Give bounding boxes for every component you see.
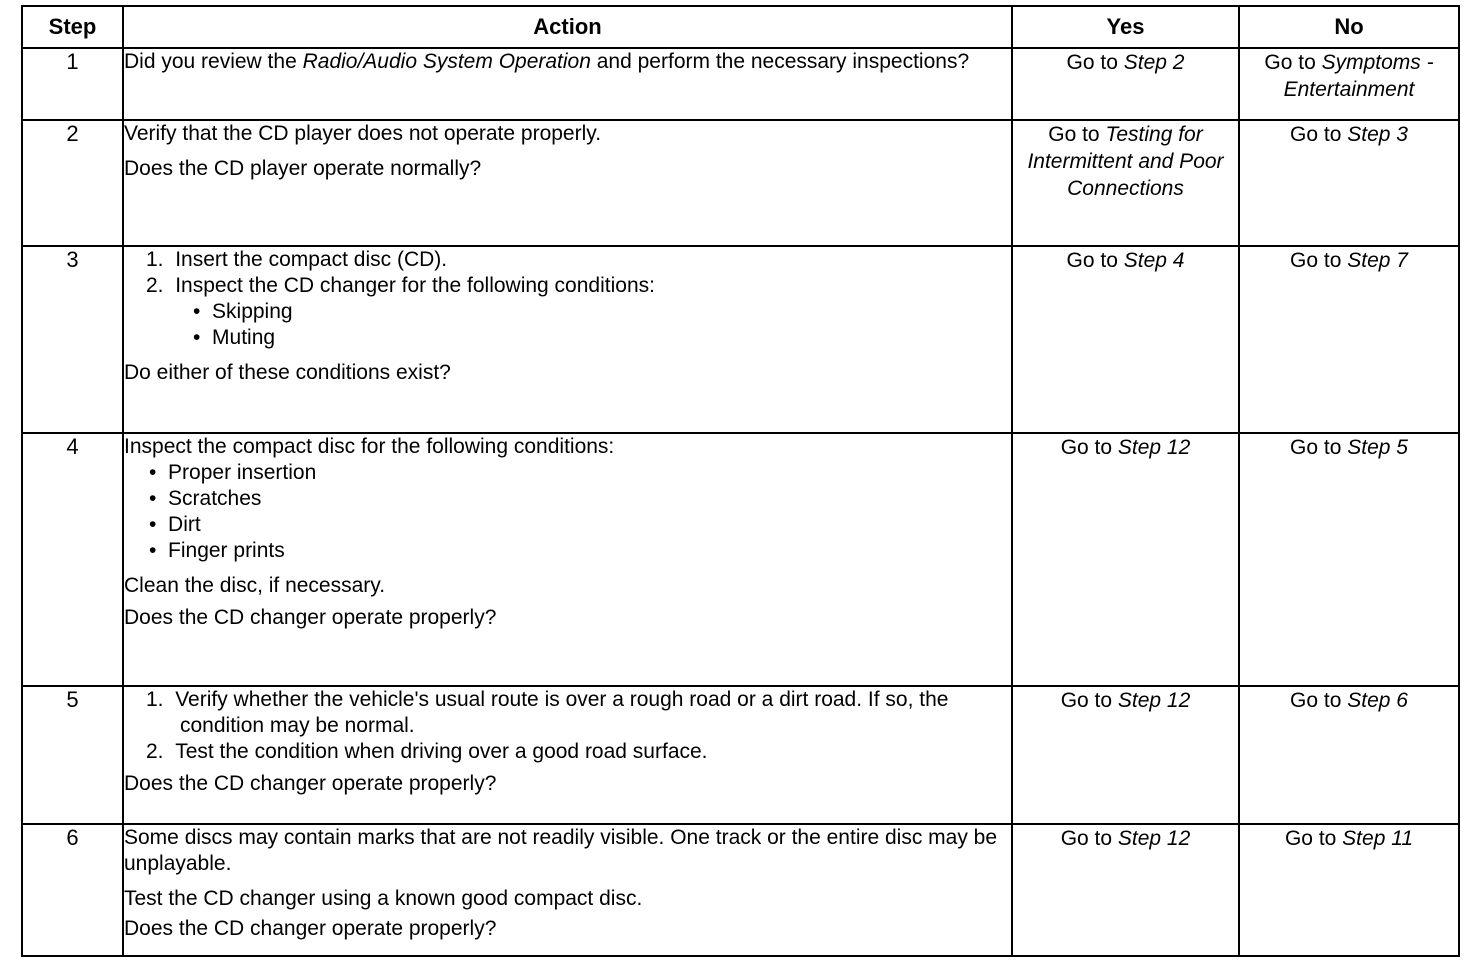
yes-cell [1012,246,1239,433]
action-cell [123,824,1012,956]
table-header-row [22,6,1459,48]
bullet-text: Skipping [212,300,293,323]
header-action: Action [123,6,1012,48]
no-link[interactable]: Step 3 [1347,123,1408,146]
no-link[interactable]: Step 5 [1347,436,1408,459]
table-row [22,246,1459,433]
action-cell [123,686,1012,824]
action-cell [123,120,1012,246]
bullet-item: • Skipping [193,300,293,323]
bullet-text: Scratches [168,487,262,510]
no-link[interactable]: Symptoms - Entertainment [1283,51,1434,101]
item-number: 1. [146,248,164,271]
action-question: Does the CD changer operate properly? [124,772,497,795]
action-question: Does the CD changer operate properly? [124,606,497,629]
action-reference: Radio/Audio System Operation [302,50,591,73]
numbered-item [124,687,1011,739]
no-cell [1239,120,1459,246]
header-no: No [1239,6,1459,48]
no-cell [1239,246,1459,433]
no-link[interactable]: Step 11 [1342,827,1414,850]
bullet-text: Finger prints [168,539,285,562]
yes-link[interactable]: Step 12 [1117,689,1191,712]
bullet-item: • Scratches [149,487,262,510]
no-cell [1239,48,1459,120]
action-text [124,49,1011,75]
item-text: Insert the compact disc (CD). [175,248,448,271]
bullet-text: Dirt [168,513,201,536]
step-number: 5 [22,686,123,824]
action-line: Verify that the CD player does not operate properly. [124,122,602,145]
step-number: 1 [22,48,123,120]
item-number: 2. [146,274,164,297]
no-cell [1239,824,1459,956]
table-row [22,824,1459,956]
step-number: 6 [22,824,123,956]
no-prefix: Go to [1284,827,1343,850]
action-text-part: and perform the necessary inspections? [590,50,970,73]
step-number: 4 [22,433,123,686]
header-step: Step [22,6,123,48]
bullet-text: Muting [212,326,276,349]
yes-prefix: Go to [1066,249,1124,272]
action-line: Clean the disc, if necessary. [124,574,386,597]
no-prefix: Go to [1290,436,1348,459]
action-cell [123,246,1012,433]
table-row [22,433,1459,686]
item-number: 1. [146,688,164,711]
table-row [22,120,1459,246]
numbered-item [124,739,1011,765]
yes-link[interactable]: Step 2 [1123,51,1185,74]
action-cell [123,48,1012,120]
header-yes: Yes [1012,6,1239,48]
yes-prefix: Go to [1048,123,1106,146]
no-prefix: Go to [1264,51,1322,74]
yes-cell [1012,824,1239,956]
no-cell [1239,433,1459,686]
yes-link[interactable]: Step 12 [1117,436,1191,459]
diagnostic-table-sheet [21,5,1458,957]
no-link[interactable]: Step 7 [1347,249,1408,272]
yes-cell [1012,686,1239,824]
item-text: Test the condition when driving over a good road surface. [175,740,708,763]
no-prefix: Go to [1290,123,1348,146]
item-text: Inspect the CD changer for the following conditions: [175,274,655,297]
bullet-item: • Finger prints [149,539,285,562]
table-row [22,48,1459,120]
yes-prefix: Go to [1066,51,1124,74]
yes-link[interactable]: Step 12 [1117,827,1191,850]
action-line: Some discs may contain marks that are not readily visible. One track or the entire disc may be unplayable. [124,826,998,875]
action-question: Does the CD changer operate properly? [124,917,497,940]
yes-cell [1012,48,1239,120]
bullet-item: • Proper insertion [149,461,317,484]
yes-prefix: Go to [1060,689,1118,712]
action-question: Do either of these conditions exist? [124,361,451,384]
no-prefix: Go to [1290,689,1348,712]
no-link[interactable]: Step 6 [1347,689,1408,712]
item-number: 2. [146,740,164,763]
action-cell [123,433,1012,686]
yes-cell [1012,120,1239,246]
diagnostic-table [21,5,1460,957]
yes-prefix: Go to [1060,436,1118,459]
yes-cell [1012,433,1239,686]
bullet-item: • Muting [193,326,276,349]
action-text-part: Did you review the [124,50,303,73]
table-row [22,686,1459,824]
action-line: Test the CD changer using a known good compact disc. [124,887,643,910]
yes-prefix: Go to [1060,827,1118,850]
step-number: 2 [22,120,123,246]
step-number: 3 [22,246,123,433]
yes-link[interactable]: Testing for Intermittent and Poor Connections [1027,123,1224,200]
no-prefix: Go to [1290,249,1348,272]
no-cell [1239,686,1459,824]
action-intro: Inspect the compact disc for the following conditions: [124,435,615,458]
numbered-item [124,247,1011,273]
numbered-item [124,273,1011,299]
bullet-item: • Dirt [149,513,201,536]
bullet-text: Proper insertion [168,461,317,484]
yes-link[interactable]: Step 4 [1123,249,1185,272]
item-text: Verify whether the vehicle's usual route is over a rough road or a dirt road. If so, the condition may be normal. [175,688,949,737]
action-question: Does the CD player operate normally? [124,157,482,180]
